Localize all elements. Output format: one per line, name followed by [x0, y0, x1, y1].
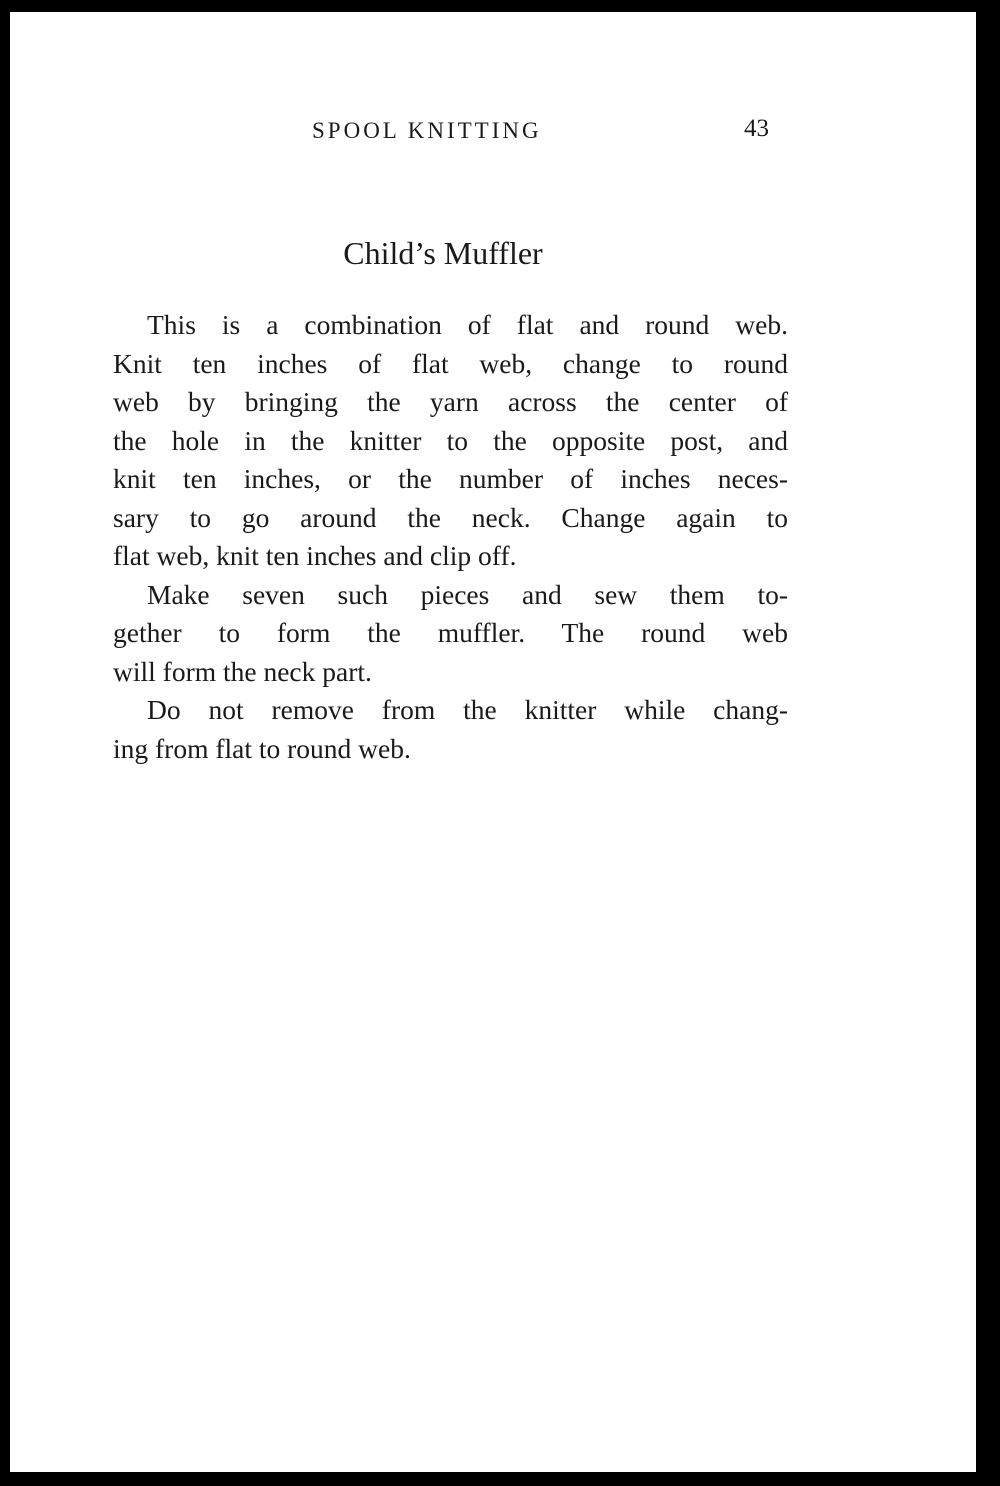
body-text: [113, 306, 788, 768]
text-line: sary to go around the neck. Change again to: [113, 501, 788, 533]
text-line: Do not remove from the knitter while chang-: [147, 694, 788, 725]
text-line: This is a combination of flat and round web.: [147, 309, 788, 340]
text-line: gether to form the muffler. The round web: [113, 617, 788, 648]
running-title: SPOOL KNITTING: [312, 118, 542, 143]
text-line: knit ten inches, or the number of inches neces-: [113, 463, 788, 494]
paragraph-2: [113, 576, 788, 692]
text-line: web by bringing the yarn across the center of: [113, 386, 788, 417]
chapter-heading: Child’s Muffler: [343, 235, 543, 271]
text-line: Knit ten inches of flat web, change to round: [113, 347, 788, 379]
paragraph-1: [113, 306, 788, 576]
text-line: flat web, knit ten inches and clip off.: [113, 540, 517, 571]
text-line: the hole in the knitter to the opposite post, and: [113, 424, 788, 456]
text-line: Make seven such pieces and sew them to-: [147, 578, 788, 610]
text-line: ing from flat to round web.: [113, 732, 411, 764]
book-page: [10, 12, 976, 1472]
text-line: will form the neck part.: [113, 655, 372, 687]
page-number: 43: [744, 115, 769, 142]
paragraph-3: [113, 691, 788, 768]
